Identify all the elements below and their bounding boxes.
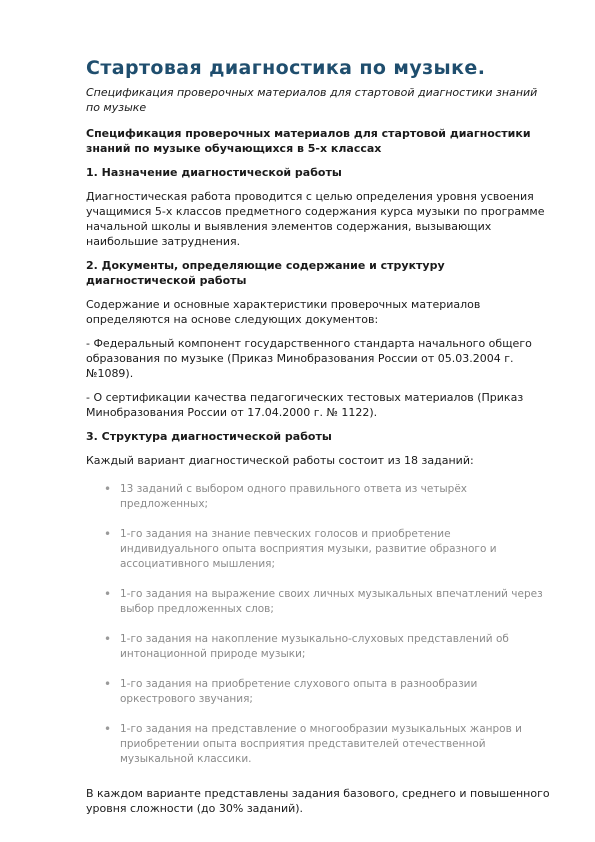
bullet-icon: • bbox=[104, 677, 112, 691]
specification-heading: Спецификация проверочных материалов для стартовой диагностики знаний по музыке обучающихся в 5-х классах bbox=[86, 127, 531, 155]
page-subtitle: Спецификация проверочных материалов для стартовой диагностики знаний по музыке bbox=[86, 86, 538, 114]
bullet-icon: • bbox=[104, 587, 112, 601]
section-2-heading bbox=[86, 258, 552, 288]
list-item bbox=[104, 527, 552, 572]
list-item bbox=[104, 587, 552, 617]
list-item-text: 1-го задания на накопление музыкально-слуховых представлений об интонационной природе музыки; bbox=[120, 633, 509, 660]
list-item bbox=[104, 632, 552, 662]
list-item-text: 1-го задания на выражение своих личных музыкальных впечатлений через выбор предложенных слов; bbox=[120, 588, 543, 615]
list-item-text: 1-го задания на знание певческих голосов и приобретение индивидуального опыта восприятия музыки, развитие образного и ассоциативного мышления; bbox=[120, 528, 497, 570]
section-2-document-2: - О сертификации качества педагогических тестовых материалов (Приказ Минобразования России от 17.04.2000 г. № 1122). bbox=[86, 391, 524, 419]
section-1-heading: 1. Назначение диагностической работы bbox=[86, 166, 342, 179]
task-list bbox=[86, 482, 552, 767]
section-1-text: Диагностическая работа проводится с целью определения уровня усвоения учащимися 5-х классов предметного содержания курса музыки по программе начальной школы и выявления элементов содержания, вызывающих наибольшие затруднения. bbox=[86, 190, 545, 248]
list-item-text: 1-го задания на приобретение слухового опыта в разнообразии оркестрового звучания; bbox=[120, 678, 478, 705]
bullet-icon: • bbox=[104, 527, 112, 541]
section-3-closing: В каждом варианте представлены задания базового, среднего и повышенного уровня сложности (до 30% заданий). bbox=[86, 787, 550, 815]
bullet-icon: • bbox=[104, 632, 112, 646]
list-item-text: 1-го задания на представление о многообразии музыкальных жанров и приобретении опыта восприятия представителей отечественной музыкальной классики. bbox=[120, 723, 522, 765]
section-2-heading-line-2: диагностической работы bbox=[86, 274, 247, 287]
section-2-text: Содержание и основные характеристики проверочных материалов определяются на основе следующих документов: bbox=[86, 298, 481, 326]
bullet-icon: • bbox=[104, 482, 112, 496]
list-item bbox=[104, 677, 552, 707]
list-item bbox=[104, 722, 552, 767]
section-3-heading: 3. Структура диагностической работы bbox=[86, 430, 332, 443]
list-item bbox=[104, 482, 552, 512]
document-body bbox=[86, 126, 552, 825]
list-item-text: 13 заданий с выбором одного правильного ответа из четырёх предложенных; bbox=[120, 483, 468, 510]
bullet-icon: • bbox=[104, 722, 112, 736]
section-2-heading-line-1: 2. Документы, определяющие содержание и структуру bbox=[86, 259, 445, 272]
section-2-document-1: - Федеральный компонент государственного стандарта начального общего образования по музыке (Приказ Минобразования России от 05.03.2004 г. №1089). bbox=[86, 337, 532, 380]
section-3-text: Каждый вариант диагностической работы состоит из 18 заданий: bbox=[86, 454, 474, 467]
page-title: Стартовая диагностика по музыке. bbox=[86, 57, 486, 79]
